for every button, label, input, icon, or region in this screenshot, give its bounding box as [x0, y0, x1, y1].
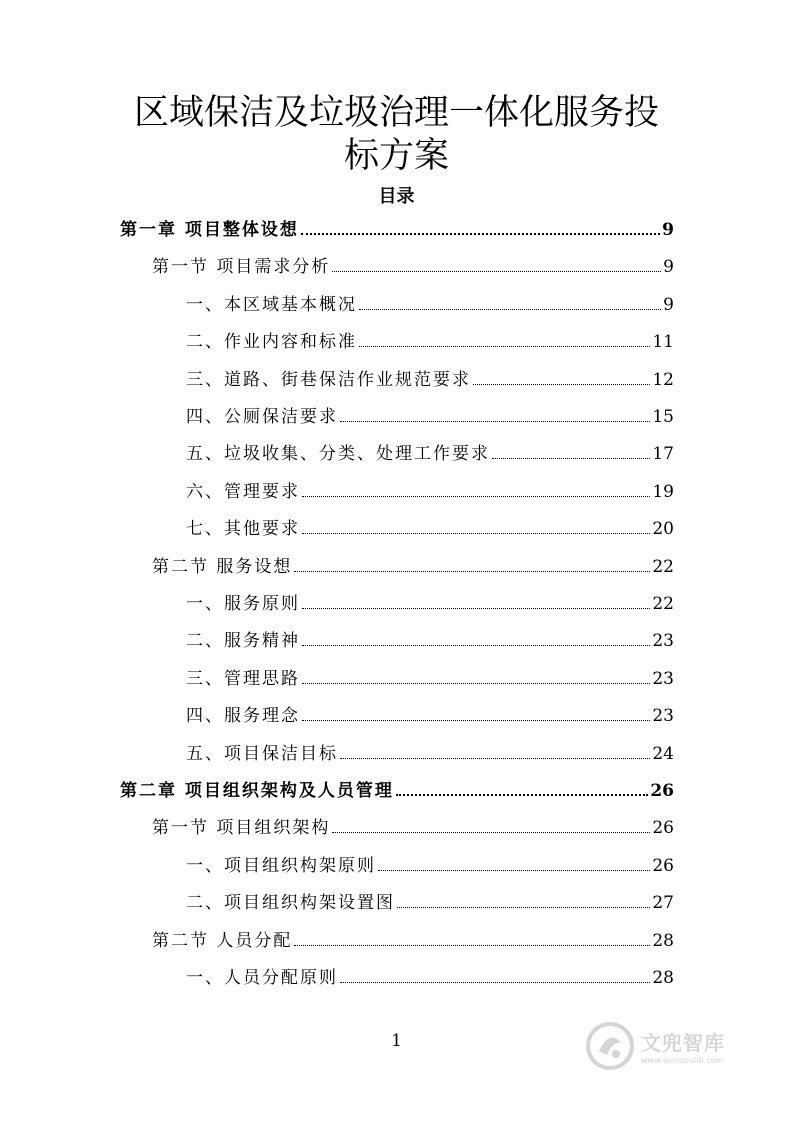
toc-entry-page: 22 [652, 594, 674, 614]
toc-entry[interactable] [152, 249, 674, 286]
toc-entry-label: 第二节 人员分配 [152, 930, 293, 951]
watermark-name: 文兜智库 [641, 1031, 725, 1055]
toc-leader-dots [301, 233, 660, 235]
toc-entry[interactable] [186, 324, 674, 361]
toc-entry-page: 24 [652, 743, 674, 764]
toc-entry-label: 第一节 项目需求分析 [152, 257, 331, 278]
toc-leader-dots [332, 271, 661, 272]
toc-entry-page: 20 [652, 519, 674, 540]
toc-leader-dots [302, 533, 650, 534]
toc-entry-label: 二、服务精神 [186, 631, 300, 652]
toc-entry-page: 15 [652, 407, 674, 427]
toc-entry[interactable] [186, 586, 674, 623]
toc-leader-dots [340, 982, 650, 983]
toc-entry-page: 26 [652, 818, 674, 839]
toc-entry[interactable] [120, 773, 674, 810]
toc-entry[interactable] [152, 549, 674, 586]
toc-entry[interactable] [186, 661, 674, 698]
toc-entry-label: 五、垃圾收集、分类、处理工作要求 [186, 444, 490, 465]
toc-leader-dots [302, 683, 650, 684]
toc-entry-label: 六、管理要求 [186, 481, 300, 502]
toc-entry[interactable] [186, 362, 674, 399]
toc-entry[interactable] [186, 399, 674, 436]
toc-entry-label: 三、管理思路 [186, 668, 300, 689]
toc-entry[interactable] [186, 960, 674, 997]
toc-entry-label: 四、服务理念 [186, 706, 300, 727]
toc-leader-dots [359, 346, 650, 347]
toc-entry[interactable] [186, 511, 674, 548]
toc-entry-page: 11 [652, 332, 674, 353]
document-title [120, 92, 673, 178]
toc-entry[interactable] [186, 736, 674, 773]
toc-entry-label: 一、本区域基本概况 [186, 294, 357, 315]
toc-entry[interactable] [152, 923, 674, 960]
title-line-2: 标方案 [343, 136, 449, 176]
page-number: 1 [391, 1031, 402, 1051]
toc-entry-page: 19 [652, 481, 674, 502]
toc-entry-label: 二、项目组织构架设置图 [186, 893, 395, 914]
watermark-url: www.wendoulib.com [641, 1056, 724, 1065]
toc-leader-dots [332, 832, 650, 833]
toc-heading: 目录 [378, 186, 415, 207]
toc-leader-dots [340, 421, 650, 422]
toc-leader-dots [294, 945, 650, 946]
toc-entry-label: 一、项目组织构架原则 [186, 855, 376, 876]
toc-entry-label: 一、服务原则 [186, 594, 300, 614]
toc-leader-dots [340, 758, 650, 759]
toc-entry-page: 26 [650, 781, 674, 801]
toc-entry-page: 27 [652, 893, 674, 914]
toc-entry-label: 七、其他要求 [186, 519, 300, 540]
toc-leader-dots [302, 496, 650, 497]
toc-entry[interactable] [152, 810, 674, 847]
toc-leader-dots [302, 608, 650, 609]
toc-entry-label: 三、道路、街巷保洁作业规范要求 [186, 369, 471, 390]
toc-entry-page: 17 [652, 444, 674, 465]
toc-entry-page: 23 [652, 668, 674, 689]
toc-entry[interactable] [186, 885, 674, 922]
toc-entry[interactable] [186, 848, 674, 885]
toc-entry-page: 26 [652, 855, 674, 876]
toc-entry-page: 23 [652, 631, 674, 652]
watermark [585, 1018, 755, 1074]
toc-entry-label: 第二节 服务设想 [152, 556, 293, 577]
toc-entry[interactable] [186, 287, 674, 324]
logo-icon [585, 1021, 635, 1071]
toc-entry-label: 二、作业内容和标准 [186, 332, 357, 353]
toc-entry-page: 28 [652, 968, 674, 988]
toc-leader-dots [302, 720, 650, 721]
toc-leader-dots [294, 571, 650, 572]
toc-entry-page: 9 [663, 294, 674, 315]
toc-entry-label: 第一章 项目整体设想 [120, 220, 299, 240]
toc-entry-label: 第一节 项目组织架构 [152, 818, 331, 839]
toc-entry-label: 一、人员分配原则 [186, 968, 338, 988]
toc-entry-page: 28 [652, 930, 674, 951]
toc-entry-page: 12 [652, 369, 674, 390]
toc-entry[interactable] [186, 474, 674, 511]
title-line-1: 区域保洁及垃圾治理一体化服务投 [133, 93, 659, 133]
toc-leader-dots [492, 458, 650, 459]
toc-entry-label: 四、公厕保洁要求 [186, 407, 338, 427]
toc-leader-dots [397, 907, 650, 908]
toc-entry[interactable] [186, 698, 674, 735]
toc-entry-page: 9 [663, 257, 674, 278]
toc-entry[interactable] [120, 212, 674, 249]
toc-entry-page: 23 [652, 706, 674, 727]
toc-entry-page: 22 [652, 556, 674, 577]
toc-leader-dots [378, 870, 650, 871]
toc-entry[interactable] [186, 623, 674, 660]
toc-entry-label: 第二章 项目组织架构及人员管理 [120, 781, 394, 801]
toc-entry-label: 五、项目保洁目标 [186, 743, 338, 764]
toc-leader-dots [396, 794, 648, 796]
toc-leader-dots [473, 384, 650, 385]
toc-leader-dots [359, 309, 661, 310]
toc-entry-page: 9 [662, 220, 674, 240]
toc-leader-dots [302, 645, 650, 646]
toc-entry[interactable] [186, 436, 674, 473]
